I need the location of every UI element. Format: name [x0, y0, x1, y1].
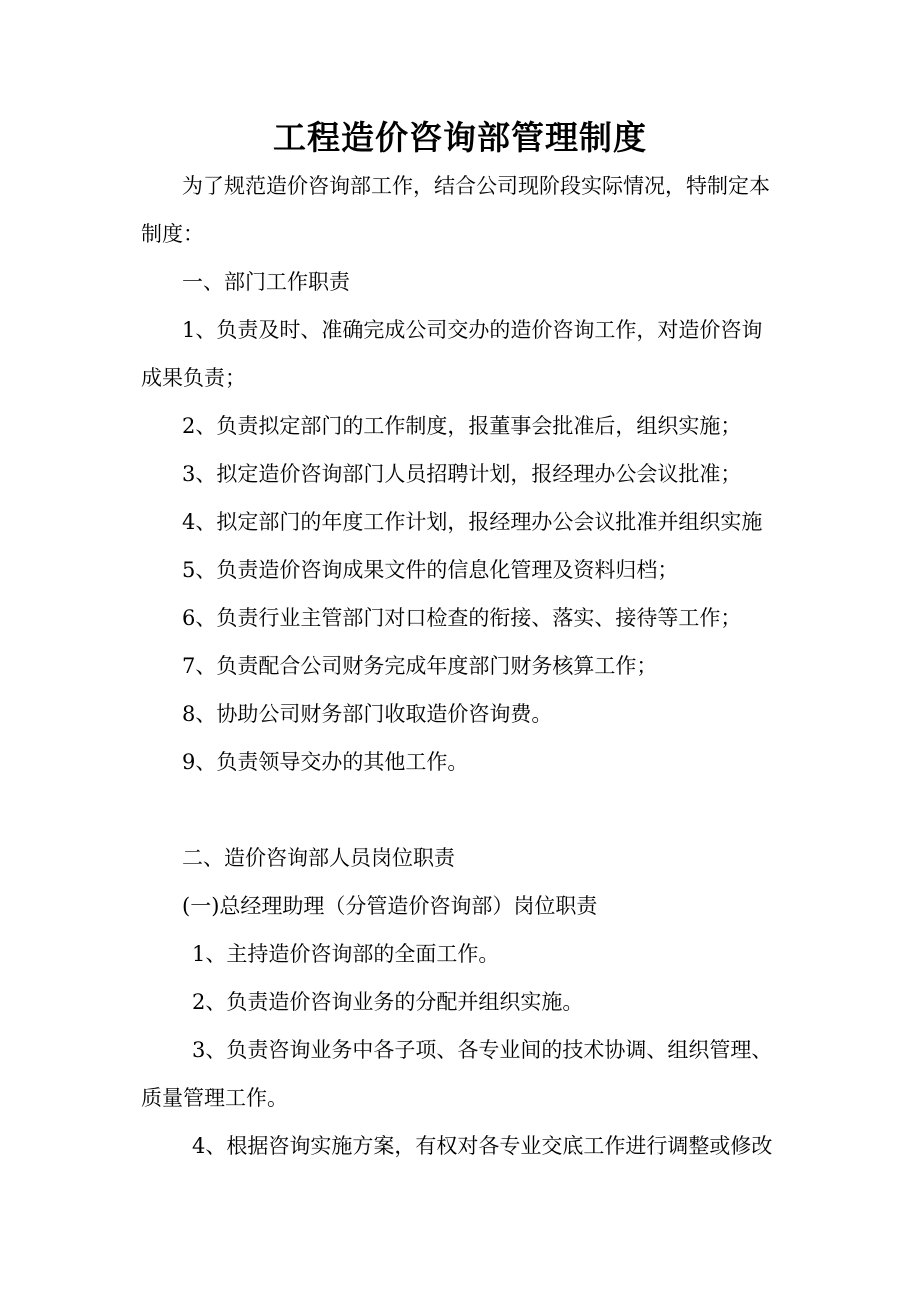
section-1-item-7: 7、负责配合公司财务完成年度部门财务核算工作；: [182, 654, 658, 678]
intro-line-1: 为了规范造价咨询部工作，结合公司现阶段实际情况，特制定本: [182, 174, 770, 198]
section-2-item-3: 3、负责咨询业务中各子项、各专业间的技术协调、组织管理、: [192, 1038, 773, 1062]
section-2-item-3-continued: 质量管理工作。: [141, 1086, 288, 1110]
section-1-item-1-continued: 成果负责；: [141, 366, 246, 390]
intro-line-2: 制度：: [141, 222, 204, 246]
section-1-item-2: 2、负责拟定部门的工作制度，报董事会批准后，组织实施；: [182, 414, 742, 438]
section-2-item-2: 2、负责造价咨询业务的分配并组织实施。: [192, 990, 584, 1014]
section-2-item-1: 1、主持造价咨询部的全面工作。: [192, 942, 500, 966]
section-1-item-6: 6、负责行业主管部门对口检查的衔接、落实、接待等工作；: [182, 606, 742, 630]
section-1-item-4: 4、拟定部门的年度工作计划，报经理办公会议批准并组织实施: [182, 510, 763, 534]
section-2-item-4: 4、根据咨询实施方案，有权对各专业交底工作进行调整或修改: [192, 1134, 773, 1158]
section-2-subheading: (一)总经理助理（分管造价咨询部）岗位职责: [182, 894, 598, 918]
section-1-item-3: 3、拟定造价咨询部门人员招聘计划，报经理办公会议批准；: [182, 462, 742, 486]
section-1-item-9: 9、负责领导交办的其他工作。: [182, 750, 469, 774]
section-1-item-8: 8、协助公司财务部门收取造价咨询费。: [182, 702, 553, 726]
section-1-item-1: 1、负责及时、准确完成公司交办的造价咨询工作，对造价咨询: [182, 318, 763, 342]
section-1-item-5: 5、负责造价咨询成果文件的信息化管理及资料归档；: [182, 558, 679, 582]
section-1-heading: 一、部门工作职责: [182, 270, 350, 294]
section-2-heading: 二、造价咨询部人员岗位职责: [182, 846, 455, 870]
document-title: 工程造价咨询部管理制度: [273, 118, 647, 157]
